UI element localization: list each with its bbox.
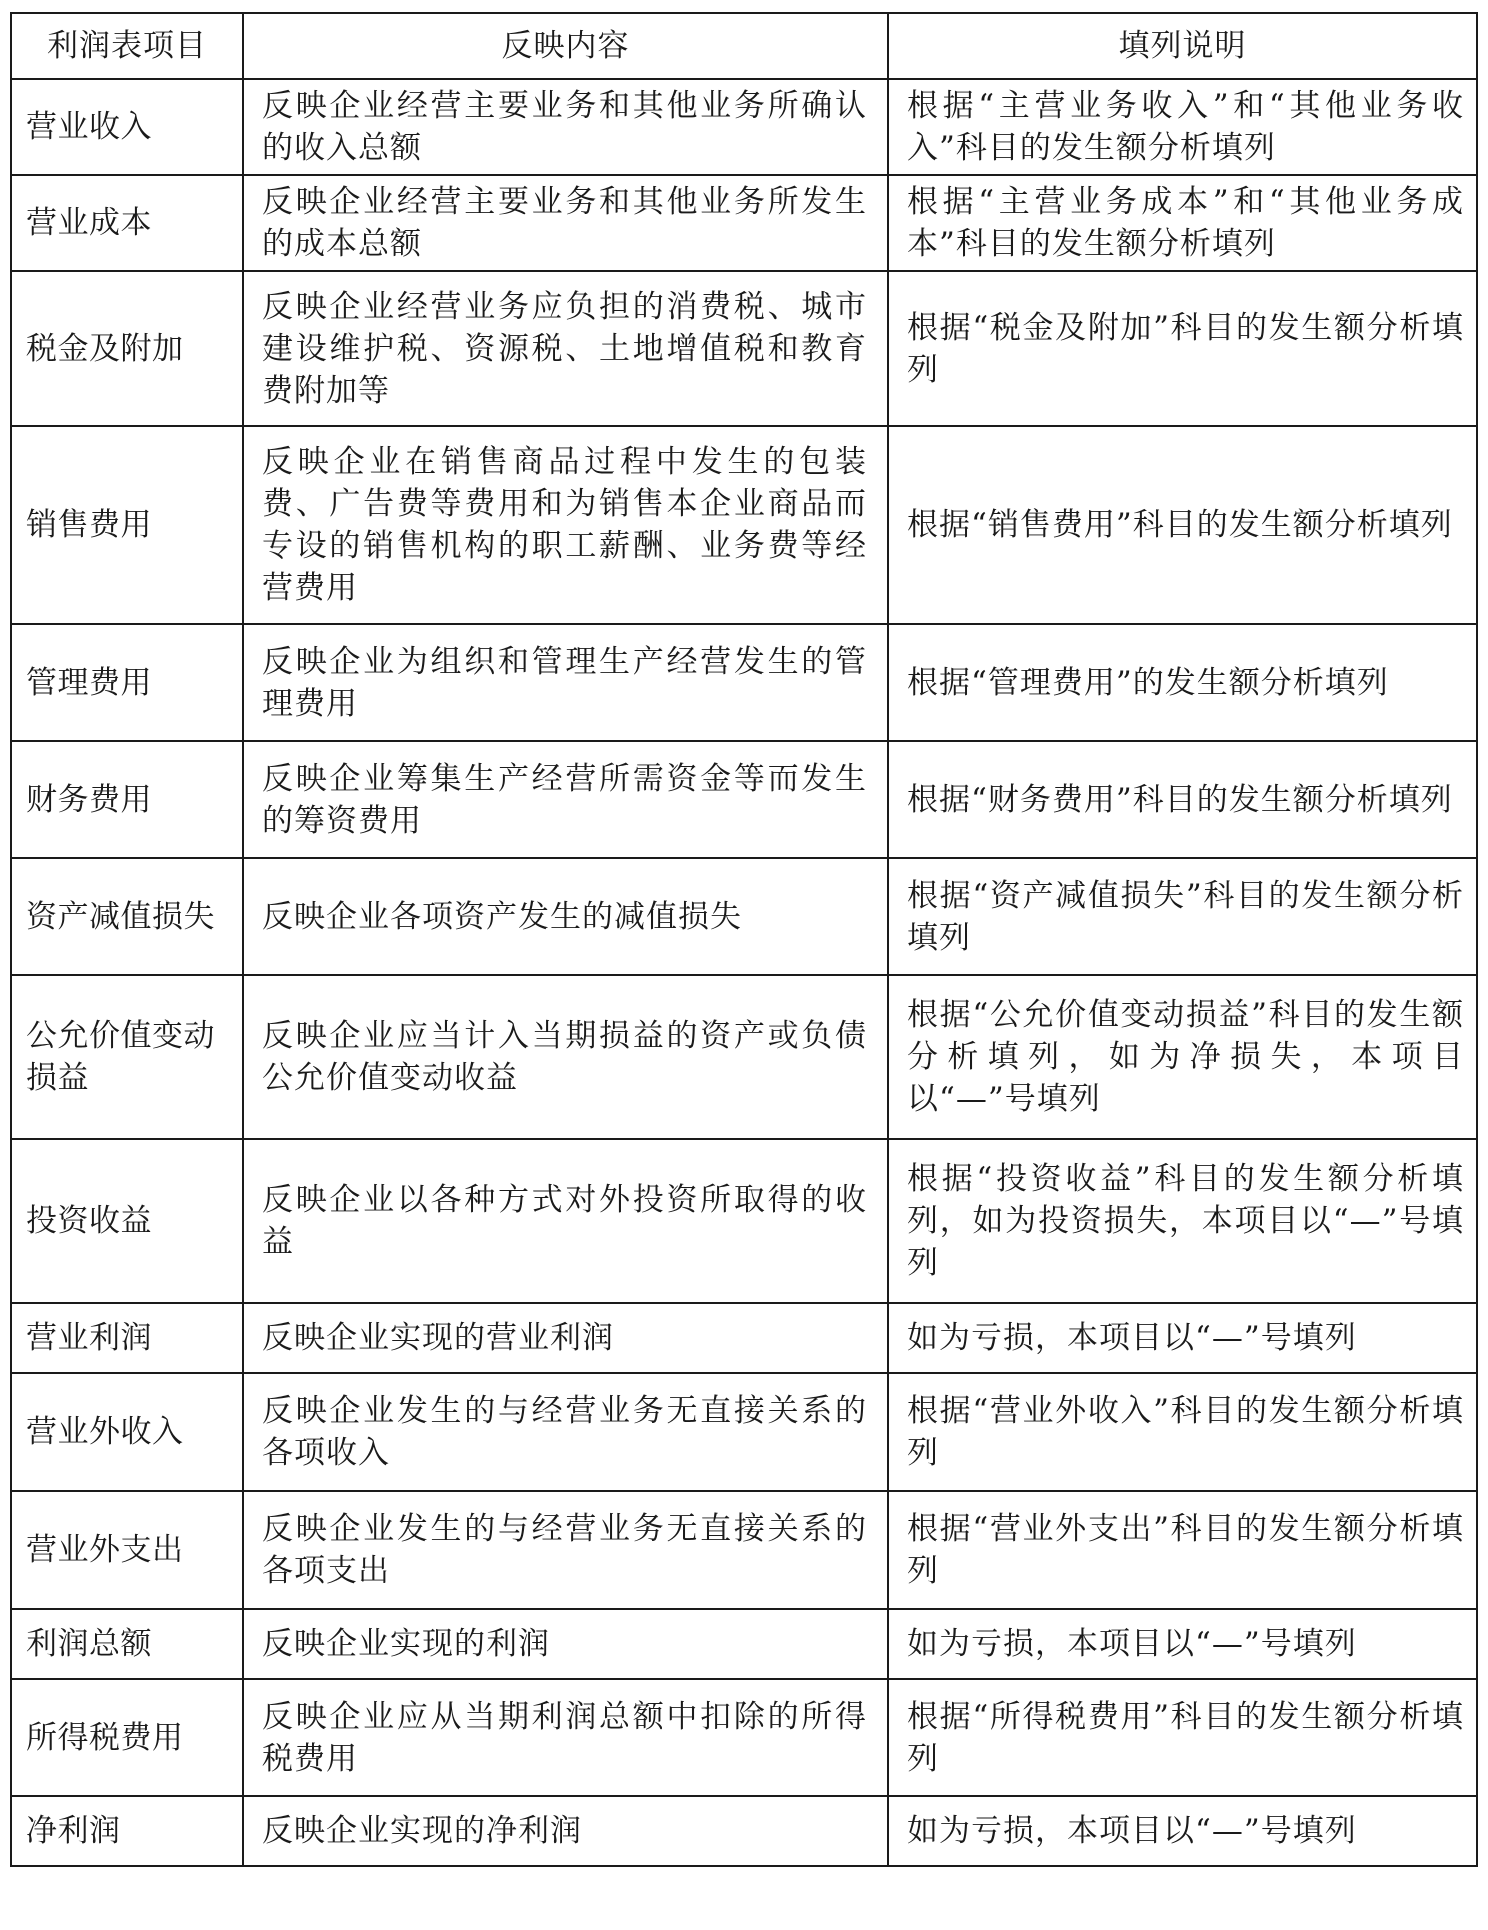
note-cell: 根据“公允价值变动损益”科目的发生额分析填列，如为净损失，本项目以“—”号填列 — [888, 975, 1477, 1139]
content-cell: 反映企业筹集生产经营所需资金等而发生的筹资费用 — [243, 741, 888, 858]
table-row — [11, 975, 1477, 1139]
note-cell: 如为亏损，本项目以“—”号填列 — [888, 1609, 1477, 1679]
content-cell: 反映企业为组织和管理生产经营发生的管理费用 — [243, 624, 888, 741]
note-cell: 如为亏损，本项目以“—”号填列 — [888, 1796, 1477, 1866]
note-cell: 根据“主营业务成本”和“其他业务成本”科目的发生额分析填列 — [888, 175, 1477, 271]
item-cell: 财务费用 — [11, 741, 243, 858]
content-cell: 反映企业经营主要业务和其他业务所确认的收入总额 — [243, 79, 888, 175]
content-cell: 反映企业发生的与经营业务无直接关系的各项支出 — [243, 1491, 888, 1609]
content-cell: 反映企业经营业务应负担的消费税、城市建设维护税、资源税、土地增值税和教育费附加等 — [243, 271, 888, 426]
content-cell: 反映企业实现的利润 — [243, 1609, 888, 1679]
note-cell: 根据“财务费用”科目的发生额分析填列 — [888, 741, 1477, 858]
item-cell: 资产减值损失 — [11, 858, 243, 975]
item-cell: 营业利润 — [11, 1303, 243, 1373]
content-cell: 反映企业在销售商品过程中发生的包装费、广告费等费用和为销售本企业商品而专设的销售机构的职工薪酬、业务费等经营费用 — [243, 426, 888, 624]
header-note: 填列说明 — [888, 13, 1477, 79]
content-cell: 反映企业各项资产发生的减值损失 — [243, 858, 888, 975]
table-row — [11, 271, 1477, 426]
content-cell: 反映企业发生的与经营业务无直接关系的各项收入 — [243, 1373, 888, 1491]
note-cell: 根据“资产减值损失”科目的发生额分析填列 — [888, 858, 1477, 975]
item-cell: 管理费用 — [11, 624, 243, 741]
table-header-row — [11, 13, 1477, 79]
table-row — [11, 1609, 1477, 1679]
item-cell: 公允价值变动损益 — [11, 975, 243, 1139]
note-cell: 根据“主营业务收入”和“其他业务收入”科目的发生额分析填列 — [888, 79, 1477, 175]
table-row — [11, 79, 1477, 175]
table-row — [11, 1796, 1477, 1866]
item-cell: 税金及附加 — [11, 271, 243, 426]
note-cell: 如为亏损，本项目以“—”号填列 — [888, 1303, 1477, 1373]
table-row — [11, 1303, 1477, 1373]
item-cell: 所得税费用 — [11, 1679, 243, 1796]
item-cell: 利润总额 — [11, 1609, 243, 1679]
table-row — [11, 426, 1477, 624]
note-cell: 根据“税金及附加”科目的发生额分析填列 — [888, 271, 1477, 426]
item-cell: 销售费用 — [11, 426, 243, 624]
table-row — [11, 624, 1477, 741]
item-cell: 营业收入 — [11, 79, 243, 175]
table-row — [11, 1139, 1477, 1303]
table-row — [11, 1373, 1477, 1491]
note-cell: 根据“投资收益”科目的发生额分析填列，如为投资损失，本项目以“—”号填列 — [888, 1139, 1477, 1303]
content-cell: 反映企业经营主要业务和其他业务所发生的成本总额 — [243, 175, 888, 271]
item-cell: 投资收益 — [11, 1139, 243, 1303]
table-row — [11, 1491, 1477, 1609]
note-cell: 根据“管理费用”的发生额分析填列 — [888, 624, 1477, 741]
header-content: 反映内容 — [243, 13, 888, 79]
income-statement-table — [10, 12, 1478, 1867]
note-cell: 根据“所得税费用”科目的发生额分析填列 — [888, 1679, 1477, 1796]
content-cell: 反映企业应当计入当期损益的资产或负债公允价值变动收益 — [243, 975, 888, 1139]
table-row — [11, 175, 1477, 271]
note-cell: 根据“营业外支出”科目的发生额分析填列 — [888, 1491, 1477, 1609]
note-cell: 根据“销售费用”科目的发生额分析填列 — [888, 426, 1477, 624]
table-row — [11, 858, 1477, 975]
item-cell: 营业外收入 — [11, 1373, 243, 1491]
content-cell: 反映企业实现的营业利润 — [243, 1303, 888, 1373]
item-cell: 营业成本 — [11, 175, 243, 271]
item-cell: 净利润 — [11, 1796, 243, 1866]
table-row — [11, 1679, 1477, 1796]
content-cell: 反映企业以各种方式对外投资所取得的收益 — [243, 1139, 888, 1303]
content-cell: 反映企业实现的净利润 — [243, 1796, 888, 1866]
content-cell: 反映企业应从当期利润总额中扣除的所得税费用 — [243, 1679, 888, 1796]
item-cell: 营业外支出 — [11, 1491, 243, 1609]
note-cell: 根据“营业外收入”科目的发生额分析填列 — [888, 1373, 1477, 1491]
table-row — [11, 741, 1477, 858]
header-item: 利润表项目 — [11, 13, 243, 79]
